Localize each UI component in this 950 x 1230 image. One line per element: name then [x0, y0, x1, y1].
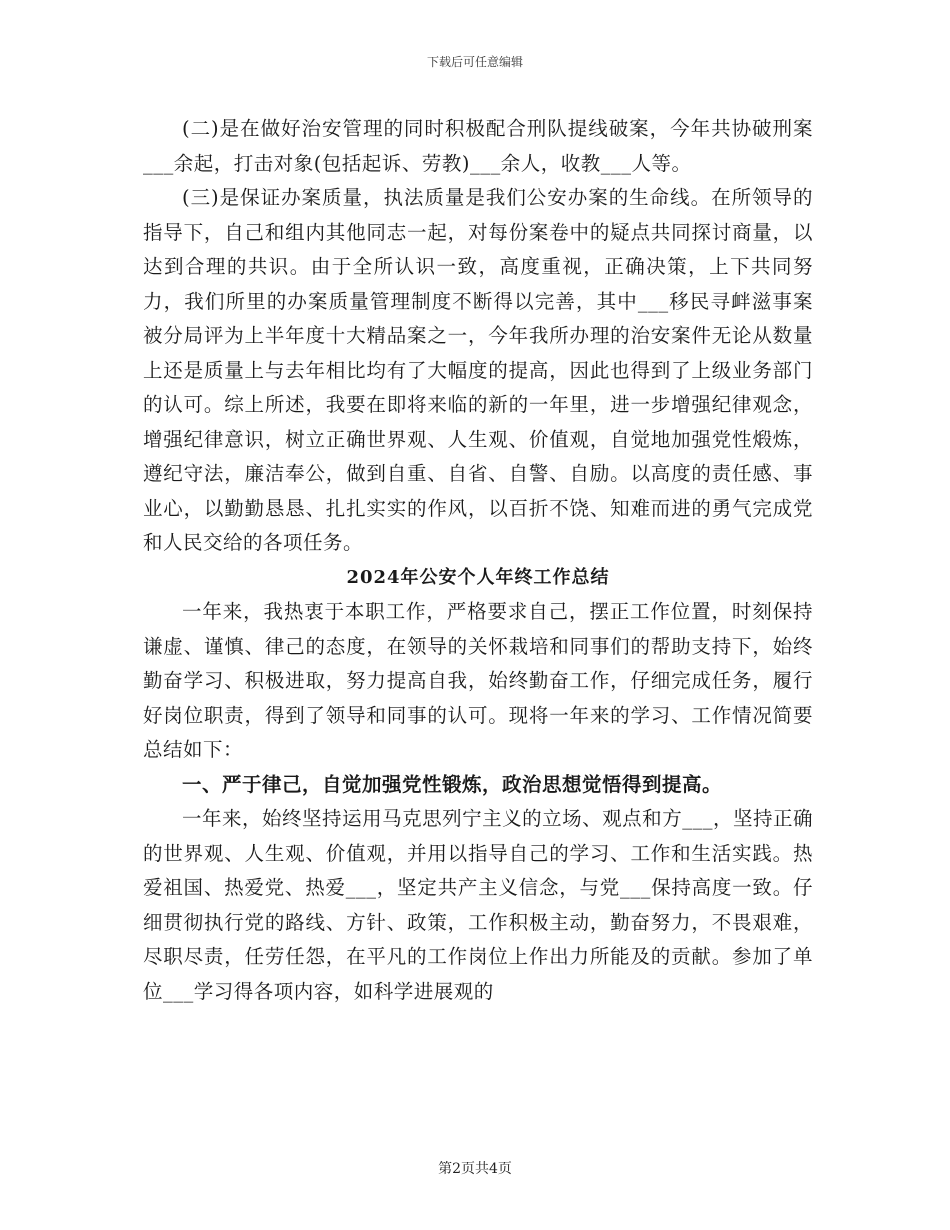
section-heading-1: 一、严于律己，自觉加强党性锻炼，政治思想觉悟得到提高。: [182, 772, 723, 796]
paragraph-2: (二)是在做好治安管理的同时积极配合刑队提线破案，今年共协破刑案___余起，打击对象(包括起诉、劳教)___余人，收教___人等。: [143, 117, 813, 175]
document-title: 2024年公安个人年终工作总结: [346, 566, 610, 588]
page-number: 第2页共4页: [438, 1161, 512, 1177]
intro-paragraph: 一年来，我热衷于本职工作，严格要求自己，摆正工作位置，时刻保持谦虚、谨慎、律己的态度，在领导的关怀栽培和同事们的帮助支持下，始终勤奋学习、积极进取，努力提高自我，始终勤奋工作，仔细完成任务，履行好岗位职责，得到了领导和同事的认可。现将一年来的学习、工作情况简要总结如下：: [143, 600, 813, 761]
document-body: [143, 112, 813, 1009]
header-note: 下载后可任意编辑: [426, 55, 523, 69]
section-1-paragraph: 一年来，始终坚持运用马克思列宁主义的立场、观点和方___，坚持正确的世界观、人生观、价值观，并用以指导自己的学习、工作和生活实践。热爱祖国、热爱党、热爱___，坚定共产主义信念，与党___保持高度一致。仔细贯彻执行党的路线、方针、政策，工作积极主动，勤奋努力，不畏艰难，尽职尽责，任劳任怨，在平凡的工作岗位上作出力所能及的贡献。参加了单位___学习得各项内容，如科学进展观的: [143, 807, 813, 1003]
paragraph-3: (三)是保证办案质量，执法质量是我们公安办案的生命线。在所领导的指导下，自己和组内其他同志一起，对每份案卷中的疑点共同探讨商量，以达到合理的共识。由于全所认识一致，高度重视，正确决策，上下共同努力，我们所里的办案质量管理制度不断得以完善，其中___移民寻衅滋事案被分局评为上半年度十大精品案之一，今年我所办理的治安案件无论从数量上还是质量上与去年相比均有了大幅度的提高，因此也得到了上级业务部门的认可。综上所述，我要在即将来临的新的一年里，进一步增强纪律观念，增强纪律意识，树立正确世界观、人生观、价值观，自觉地加强党性煅炼，遵纪守法，廉洁奉公，做到自重、自省、自警、自励。以高度的责任感、事业心，以勤勤恳恳、扎扎实实的作风，以百折不饶、知难而进的勇气完成党和人民交给的各项任务。: [143, 186, 813, 554]
